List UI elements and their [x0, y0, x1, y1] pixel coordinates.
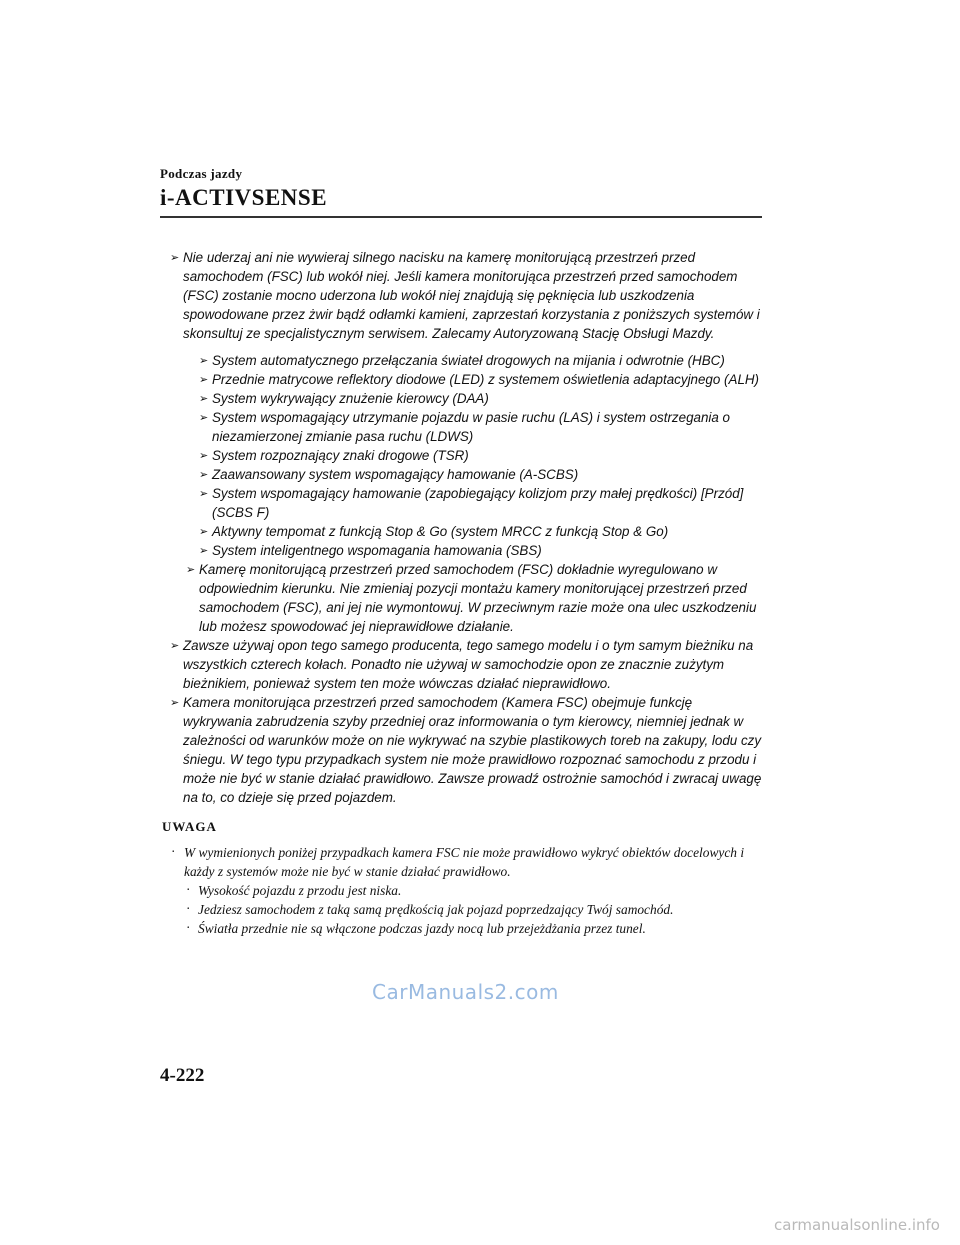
- note-text: Jedziesz samochodem z taką samą prędkością jak pojazd poprzedzający Twój samochód.: [198, 902, 674, 917]
- warning-text: Zaawansowany system wspomagający hamowanie (A-SCBS): [212, 467, 579, 482]
- note-item: [160, 881, 762, 900]
- arrow-bullet-icon: ➢: [186, 564, 196, 576]
- warning-text: System rozpoznający znaki drogowe (TSR): [212, 448, 469, 463]
- arrow-bullet-icon: ➢: [199, 545, 209, 557]
- content-body: [160, 248, 762, 938]
- page-header: [160, 166, 762, 211]
- arrow-bullet-icon: ➢: [199, 526, 209, 538]
- arrow-bullet-icon: ➢: [199, 450, 209, 462]
- warning-item: [160, 560, 762, 636]
- arrow-bullet-icon: ➢: [170, 640, 180, 652]
- warning-text: System wspomagający hamowanie (zapobiegający kolizjom przy małej prędkości) [Przód] (SCBS F): [212, 486, 744, 520]
- note-text: Wysokość pojazdu z przodu jest niska.: [198, 883, 402, 898]
- arrow-bullet-icon: ➢: [199, 488, 209, 500]
- note-item: [160, 919, 762, 938]
- note-heading: UWAGA: [162, 819, 217, 834]
- warning-item: [160, 389, 762, 408]
- dot-bullet-icon: ·: [171, 844, 176, 859]
- warning-text: System inteligentnego wspomagania hamowania (SBS): [212, 543, 542, 558]
- dot-bullet-icon: ·: [186, 882, 191, 897]
- warning-item: [160, 484, 762, 522]
- warning-item: [160, 446, 762, 465]
- warning-item: [160, 541, 762, 560]
- arrow-bullet-icon: ➢: [170, 697, 180, 709]
- warning-text: System wykrywający znużenie kierowcy (DAA): [212, 391, 489, 406]
- dot-bullet-icon: ·: [186, 920, 191, 935]
- arrow-bullet-icon: ➢: [199, 355, 209, 367]
- warning-text: Przednie matrycowe reflektory diodowe (LED) z systemem oświetlenia adaptacyjnego (ALH): [212, 372, 760, 387]
- page-number: 4-222: [160, 1065, 205, 1086]
- warning-item: [160, 693, 762, 807]
- arrow-bullet-icon: ➢: [170, 252, 180, 264]
- warning-text: System wspomagający utrzymanie pojazdu w pasie ruchu (LAS) i system ostrzegania o niezamierzonej zmianie pasa ruchu (LDWS): [212, 410, 730, 444]
- arrow-bullet-icon: ➢: [199, 374, 209, 386]
- header-rule: [160, 216, 762, 218]
- warning-text: Zawsze używaj opon tego samego producenta, tego samego modelu i o tym samym bieżniku na wszystkich czterech kołach. Ponadto nie używaj w samochodzie opon ze znacznie zużytym bieżnikiem, ponieważ system ten może wówczas działać nieprawidłowo.: [183, 638, 754, 691]
- note-item: [160, 843, 762, 881]
- section-title: i-ACTIVSENSE: [160, 185, 328, 210]
- warning-item: [160, 351, 762, 370]
- warning-item: [160, 522, 762, 541]
- note-text: Światła przednie nie są włączone podczas jazdy nocą lub przejeżdżania przez tunel.: [198, 921, 646, 936]
- warning-text: System automatycznego przełączania świateł drogowych na mijania i odwrotnie (HBC): [212, 353, 725, 368]
- warning-item: [160, 370, 762, 389]
- section-label: Podczas jazdy: [160, 166, 243, 181]
- warning-text: Kamerę monitorującą przestrzeń przed samochodem (FSC) dokładnie wyregulowano w odpowiednim kierunku. Nie zmieniaj pozycji montażu kamery monitorującej przestrzeń przed samochodem (FSC), ani jej nie wymontowuj. W przeciwnym razie może ona ulec uszkodzeniu lub możesz spowodować jej nieprawidłowe działanie.: [199, 562, 757, 634]
- arrow-bullet-icon: ➢: [199, 412, 209, 424]
- arrow-bullet-icon: ➢: [199, 393, 209, 405]
- footer-watermark: carmanualsonline.info: [774, 1216, 940, 1234]
- note-item: [160, 900, 762, 919]
- arrow-bullet-icon: ➢: [199, 469, 209, 481]
- watermark: CarManuals2.com: [372, 980, 559, 1004]
- warning-text: Nie uderzaj ani nie wywieraj silnego nacisku na kamerę monitorującą przestrzeń przed samochodem (FSC) lub wokół niej. Jeśli kamera monitorująca przestrzeń przed samochodem (FSC) zostanie mocno uderzona lub wokół niej znajdują się pęknięcia lub uszkodzenia spowodowane przez żwir bądź odłamki kamieni, zaprzestań korzystania z poniższych systemów i skonsultuj ze specjalistycznym serwisem. Zalecamy Autoryzowaną Stację Obsługi Mazdy.: [183, 250, 760, 341]
- note-text: W wymienionych poniżej przypadkach kamera FSC nie może prawidłowo wykryć obiektów docelowych i każdy z systemów może nie być w stanie działać prawidłowo.: [184, 845, 745, 879]
- warning-item: [160, 248, 762, 343]
- warning-text: Kamera monitorująca przestrzeń przed samochodem (Kamera FSC) obejmuje funkcję wykrywania zabrudzenia szyby przedniej oraz informowania o tym kierowcy, niemniej jednak w zależności od warunków może on nie wykrywać na szybie plastikowych toreb na zakupy, lodu czy śniegu. W tego typu przypadkach system nie może prawidłowo rozpoznać samochodu z przodu i może nie być w stanie działać prawidłowo. Zawsze prowadź ostrożnie samochód i zwracaj uwagę na to, co dzieje się przed pojazdem.: [183, 695, 762, 805]
- dot-bullet-icon: ·: [186, 901, 191, 916]
- warning-item: [160, 636, 762, 693]
- warning-text: Aktywny tempomat z funkcją Stop & Go (system MRCC z funkcją Stop & Go): [212, 524, 669, 539]
- warning-item: [160, 465, 762, 484]
- warning-item: [160, 408, 762, 446]
